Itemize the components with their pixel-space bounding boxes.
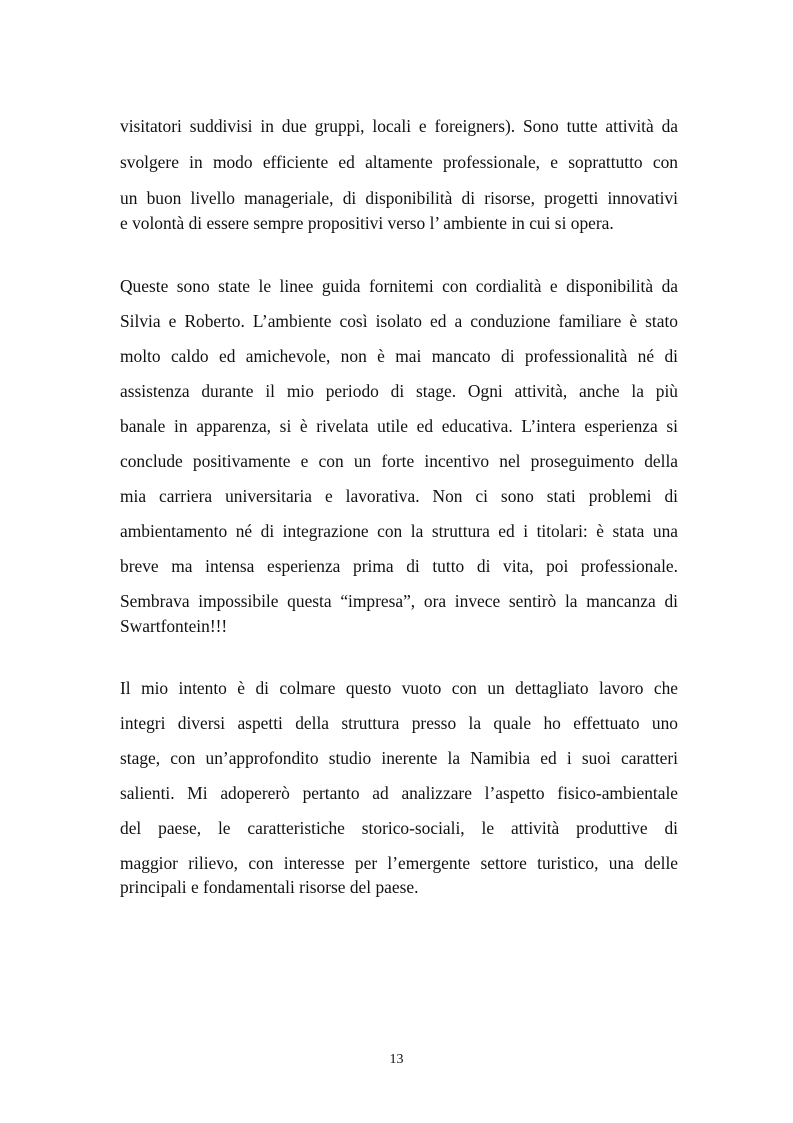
- text-line: banale in apparenza, si è rivelata utile ed educativa. L’intera esperienza si: [120, 416, 678, 436]
- text-line: visitatori suddivisi in due gruppi, locali e foreigners). Sono tutte attività da: [120, 116, 678, 136]
- text-line: Sembrava impossibile questa “impresa”, ora invece sentirò la mancanza di: [120, 591, 678, 611]
- text-line: stage, con un’approfondito studio inerente la Namibia ed i suoi caratteri: [120, 748, 678, 768]
- text-line: assistenza durante il mio periodo di stage. Ogni attività, anche la più: [120, 381, 678, 401]
- text-line: e volontà di essere sempre propositivi verso l’ ambiente in cui si opera.: [120, 213, 614, 233]
- text-line: Silvia e Roberto. L’ambiente così isolato ed a conduzione familiare è stato: [120, 311, 678, 331]
- text-line: Il mio intento è di colmare questo vuoto con un dettagliato lavoro che: [120, 678, 678, 698]
- text-line: breve ma intensa esperienza prima di tutto di vita, poi professionale.: [120, 556, 678, 576]
- text-line: principali e fondamentali risorse del paese.: [120, 877, 419, 897]
- text-line: salienti. Mi adopererò pertanto ad analizzare l’aspetto fisico-ambientale: [120, 783, 678, 803]
- text-line: Queste sono state le linee guida fornitemi con cordialità e disponibilità da: [120, 276, 678, 296]
- text-line: maggior rilievo, con interesse per l’emergente settore turistico, una delle: [120, 853, 678, 873]
- text-line: mia carriera universitaria e lavorativa. Non ci sono stati problemi di: [120, 486, 678, 506]
- text-line: ambientamento né di integrazione con la struttura ed i titolari: è stata una: [120, 521, 678, 541]
- text-line: conclude positivamente e con un forte incentivo nel proseguimento della: [120, 451, 678, 471]
- text-line: del paese, le caratteristiche storico-sociali, le attività produttive di: [120, 818, 678, 838]
- text-line: svolgere in modo efficiente ed altamente professionale, e soprattutto con: [120, 152, 678, 172]
- text-line: Swartfontein!!!: [120, 616, 228, 636]
- text-line: un buon livello manageriale, di disponibilità di risorse, progetti innovativi: [120, 188, 678, 208]
- text-line: integri diversi aspetti della struttura presso la quale ho effettuato uno: [120, 713, 678, 733]
- page-number: 13: [389, 1052, 404, 1067]
- text-line: molto caldo ed amichevole, non è mai mancato di professionalità né di: [120, 346, 678, 366]
